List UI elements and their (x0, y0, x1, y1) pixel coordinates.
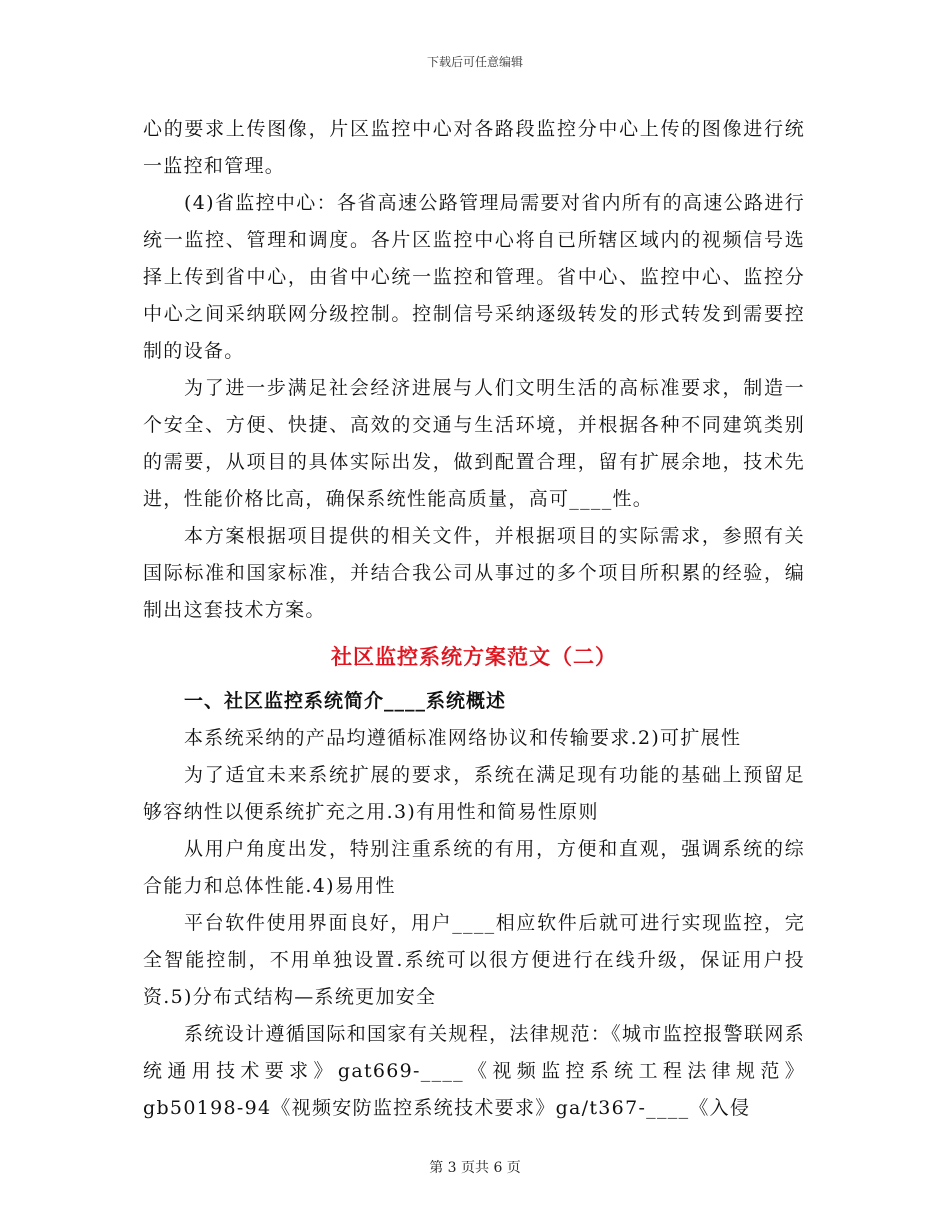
paragraph-standards: 本系统采纳的产品均遵循标准网络协议和传输要求.2)可扩展性 (184, 727, 742, 749)
section-title: 社区监控系统方案范文（二） (331, 644, 617, 669)
page-footer: 第 3 页共 6 页 (429, 1160, 521, 1176)
paragraph-regulations: 系统设计遵循国际和国家有关规程，法律规范：《城市监控报警联网系统通用技术要求》gat669-____《视频监控系统工程法律规范》gb50198-94《视频安防监控系统技术要求》ga/t367-____《入侵 (143, 1023, 805, 1119)
paragraph-provincial-center: (4)省监控中心：各省高速公路管理局需要对省内所有的高速公路进行统一监控、管理和调度。各片区监控中心将自已所辖区域内的视频信号选择上传到省中心，由省中心统一监控和管理。省中心、监控中心、监控分中心之间采纳联网分级控制。控制信号采纳逐级转发的形式转发到需要控制的设备。 (143, 192, 805, 362)
section-heading: 一、社区监控系统简介____系统概述 (184, 690, 507, 712)
paragraph-goals: 为了进一步满足社会经济进展与人们文明生活的高标准要求，制造一个安全、方便、快捷、高效的交通与生活环境，并根据各种不同建筑类别的需要，从项目的具体实际出发，做到配置合理，留有扩展余地，技术先进，性能价格比高，确保系统性能高质量，高可____性。 (143, 377, 805, 510)
paragraph-usability: 从用户角度出发，特别注重系统的有用，方便和直观，强调系统的综合能力和总体性能.4)易用性 (143, 838, 805, 897)
paragraph-basis: 本方案根据项目提供的相关文件，并根据项目的实际需求，参照有关国际标准和国家标准，并结合我公司从事过的多个项目所积累的经验，编制出这套技术方案。 (143, 525, 805, 621)
page-header: 下载后可任意编辑 (426, 55, 523, 69)
document-body (143, 111, 805, 1127)
paragraph-expandability: 为了适宜未来系统扩展的要求，系统在满足现有功能的基础上预留足够容纳性以便系统扩充之用.3)有用性和简易性原则 (143, 764, 805, 823)
paragraph-continuation: 心的要求上传图像，片区监控中心对各路段监控分中心上传的图像进行统一监控和管理。 (143, 118, 805, 177)
paragraph-ease-of-use: 平台软件使用界面良好，用户____相应软件后就可进行实现监控，完全智能控制，不用单独设置.系统可以很方便进行在线升级，保证用户投资.5)分布式结构—系统更加安全 (143, 912, 805, 1008)
